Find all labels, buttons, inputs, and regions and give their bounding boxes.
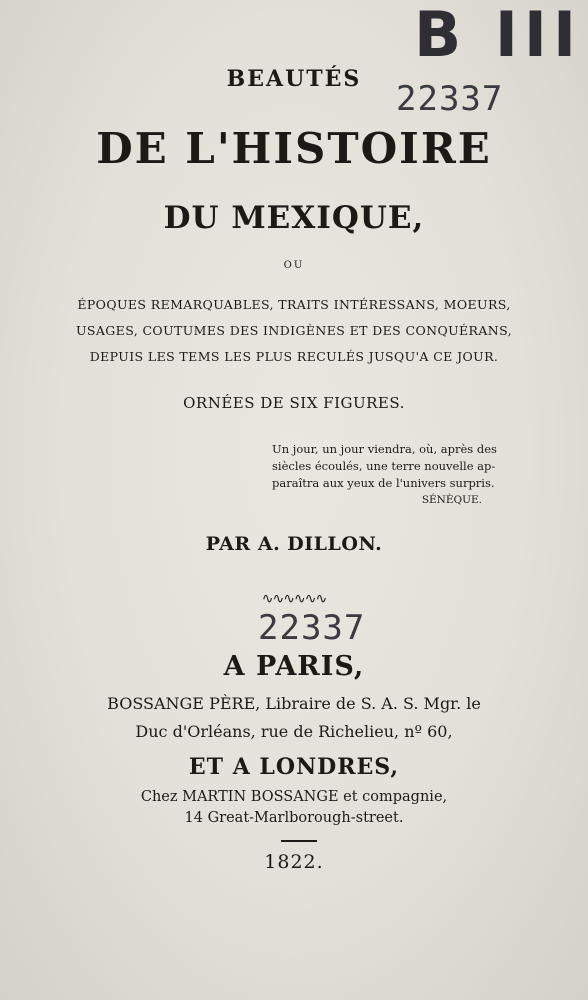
shelfmark-stamp: B III [414, 0, 583, 71]
epigraph [272, 441, 534, 509]
publication-year: 1822. [264, 851, 324, 873]
imprint-city-london: ET A LONDRES, [188, 754, 400, 780]
inventory-number-stamp-top: 22337 [396, 79, 504, 119]
epigraph-author: SÉNÈQUE. [421, 494, 482, 506]
year-rule [281, 840, 317, 842]
illustrations-note: ORNÉES DE SIX FIGURES. [183, 394, 405, 412]
imprint-line-4: 14 Great-Marlborough-street. [184, 810, 404, 826]
inventory-number-stamp-mid: 22337 [258, 608, 366, 648]
imprint-line-1: BOSSANGE PÈRE, Libraire de S. A. S. Mgr. le [107, 694, 481, 713]
subtitle-line-1: ÉPOQUES REMARQUABLES, TRAITS INTÉRESSANS, MOEURS, [77, 297, 511, 312]
author-line: PAR A. DILLON. [205, 533, 383, 555]
imprint-city-paris: A PARIS, [223, 651, 365, 682]
subtitle-line-2: USAGES, COUTUMES DES INDIGÈNES ET DES CONQUÉRANS, [75, 323, 513, 338]
epigraph-line-2: siècles écoulés, une terre nouvelle ap- [272, 459, 496, 473]
title-line-beautes: BEAUTÉS [226, 66, 362, 92]
imprint-line-3: Chez MARTIN BOSSANGE et compagnie, [140, 789, 448, 805]
title-line-histoire: DE L'HISTOIRE [96, 124, 492, 173]
subtitle-line-3: DEPUIS LES TEMS LES PLUS RECULÉS JUSQU'A CE JOUR. [89, 349, 499, 364]
divider-ornament: ∿∿∿∿∿∿ [261, 591, 327, 607]
title-connector: OU [283, 260, 305, 271]
epigraph-line-3: paraîtra aux yeux de l'univers surpris. [272, 476, 495, 490]
epigraph-line-1: Un jour, un jour viendra, où, après des [272, 442, 497, 456]
imprint-line-2: Duc d'Orléans, rue de Richelieu, nº 60, [135, 722, 453, 741]
title-line-mexique: DU MEXIQUE, [163, 200, 425, 236]
